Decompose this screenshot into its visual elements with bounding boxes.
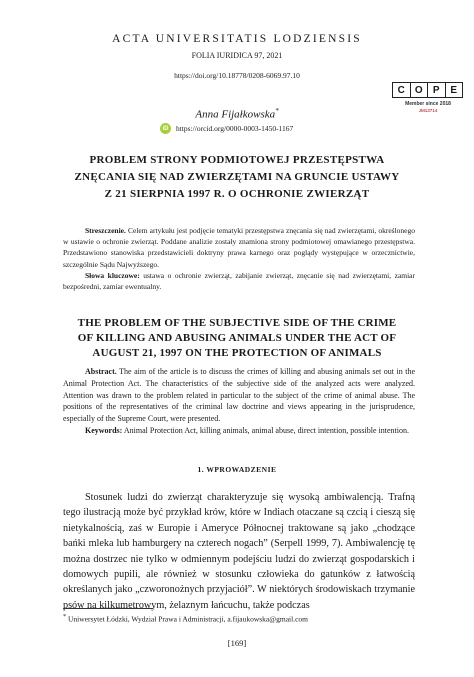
abstract-en-text: The aim of the article is to discuss the crimes of killing and abusing animals set out in the Animal Protection Act. The characteristics of the subjective side of the analyzed acts were analyzed. Attention was drawn to the problem related in particular to the subject of the crime of animal abuse. The positions of the representatives of the criminal law doctrine and views appearing in the jurisprudence, especially of the Supreme Court, were presented. [63, 367, 415, 424]
title-en-line: THE PROBLEM OF THE SUBJECTIVE SIDE OF THE CRIME [77, 317, 397, 329]
author-name [0, 107, 474, 121]
abstract-pl-paragraph [63, 225, 415, 270]
article-title-pl [0, 152, 474, 203]
abstract-pl-label: Streszczenie. [85, 226, 126, 235]
orcid-row [160, 123, 293, 134]
keywords-en-label: Keywords: [85, 425, 123, 435]
title-pl-line: ZNĘCANIA SIĘ NAD ZWIERZĘTAMI NA GRUNCIE USTAWY [74, 171, 400, 183]
title-en-line: OF KILLING AND ABUSING ANIMALS UNDER THE ACT OF [77, 332, 397, 344]
orcid-icon[interactable]: iD [160, 123, 171, 134]
cope-member-id: JM13714 [418, 108, 438, 113]
footnote-mark: * [63, 613, 67, 620]
footnote [63, 613, 308, 624]
keywords-en [63, 425, 415, 437]
article-title-en [0, 316, 474, 361]
journal-title: ACTA UNIVERSITATIS LODZIENSIS [112, 33, 362, 45]
journal-series: FOLIA IURIDICA 97, 2021 [191, 51, 283, 60]
cope-letter: C [392, 82, 411, 98]
orcid-link[interactable]: https://orcid.org/0000-0003-1450-1167 [176, 124, 294, 133]
keywords-pl-text: ustawa o ochronie zwierząt, zabijanie zwierząt, znęcanie się nad zwierzętami, zamiar bezpośredni, zamiar ewentualny. [63, 270, 416, 292]
title-pl-line: PROBLEM STRONY PODMIOTOWEJ PRZESTĘPSTWA [89, 154, 385, 166]
abstract-pl-text: Celem artykułu jest podjęcie tematyki przestępstwa znęcania się nad zwierzętami, określonego w ustawie o ochronie zwierząt. Poddane analizie zostały znamiona strony podmiotowej omawianego przestępstwa. Przedstawiono stanowiska przedstawicieli doktryny prawa karnego oraz poglądy występujące w orzecznictwie, szczególnie Sądu Najwyższego. [63, 226, 415, 269]
footnote-divider [63, 608, 153, 609]
body-paragraph [63, 490, 415, 613]
body-paragraph-text: Stosunek ludzi do zwierząt charakteryzuje się wysoką ambiwalencją. Trafną tego ilustracją może być przykład krów, które w Indiach otaczane są czcią i cieszą się nietykalnością, zaś w Europie i Ameryce Północnej traktowane są jako „chodzące bańki mleka lub hamburgery na czterech nogach” (Serpell 1999, 7). Ambiwalencję tę można dostrzec nie tylko w odmiennym podejściu ludzi do zwierząt gospodarskich i domowych pupili, ale również w stosunku człowieka do gatunków z łatwością określanych jako „czworonożnych przyjaciół”. W niektórych środowiskach trzymanie psów na kilkumetrowym, żelaznym łańcuchu, także podczas [63, 492, 415, 611]
keywords-en-text: Animal Protection Act, killing animals, animal abuse, direct intention, possible intention. [123, 425, 409, 435]
author-name-text: Anna Fijałkowska [195, 108, 276, 121]
keywords-pl [63, 270, 415, 292]
abstract-en [63, 366, 415, 437]
title-en-line: AUGUST 21, 1997 ON THE PROTECTION OF ANIMALS [92, 347, 382, 359]
doi-link[interactable]: https://doi.org/10.18778/0208-6069.97.10 [174, 71, 300, 80]
abstract-en-paragraph [63, 366, 415, 425]
title-pl-line: Z 21 SIERPNIA 1997 R. O OCHRONIE ZWIERZĄT [104, 188, 370, 200]
cope-logo[interactable] [392, 82, 462, 98]
cope-member-text: Member since 2018 [405, 101, 451, 107]
page-number: [169] [227, 638, 247, 648]
abstract-en-label: Abstract. [85, 367, 117, 376]
section-heading: 1. WPROWADZENIE [197, 465, 277, 474]
abstract-pl [63, 225, 415, 292]
cope-letter: O [410, 82, 429, 98]
cope-letter: P [427, 82, 446, 98]
author-footnote-mark: * [275, 107, 279, 115]
cope-letter: E [445, 82, 464, 98]
keywords-pl-label: Słowa kluczowe: [85, 270, 140, 280]
footnote-text: Uniwersytet Łódzki, Wydział Prawa i Administracji, a.fijaukowska@gmail.com [68, 614, 309, 624]
